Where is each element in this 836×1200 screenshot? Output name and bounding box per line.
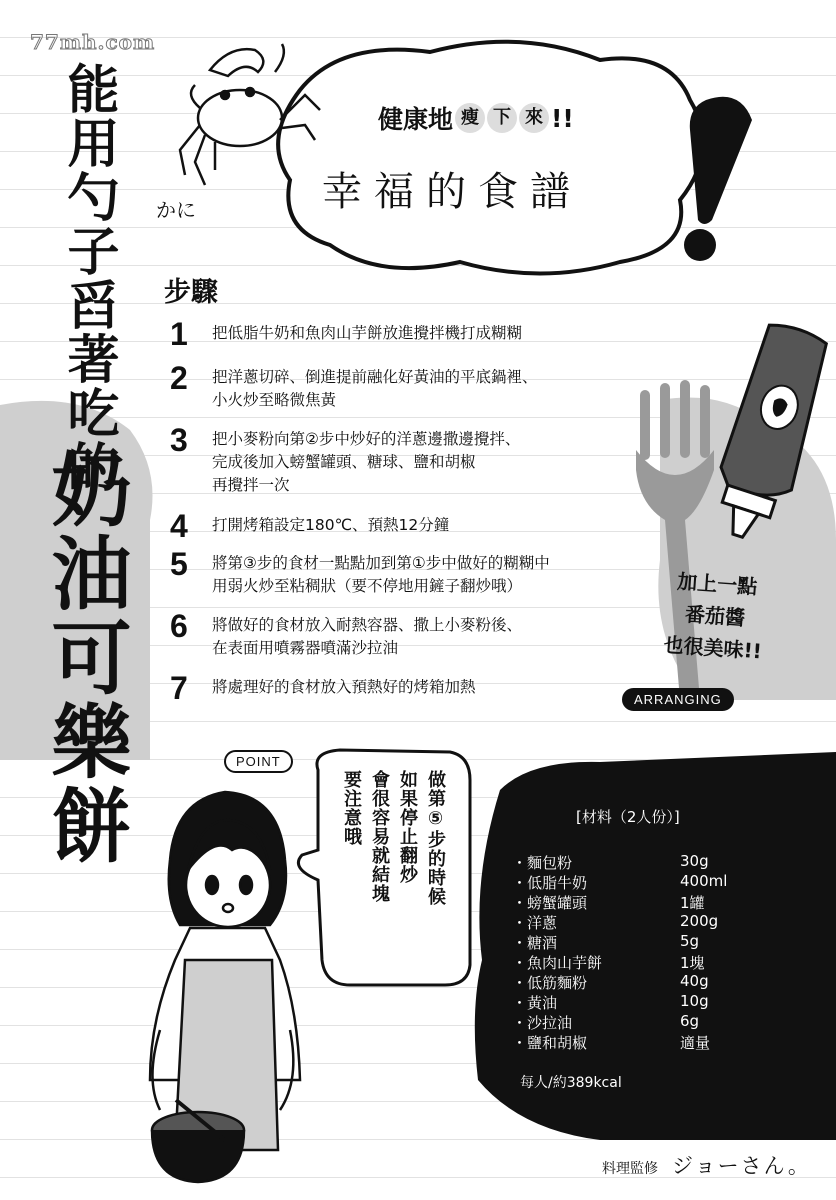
title-vertical-big: 奶油可樂餅 (38, 448, 131, 868)
material-row (512, 852, 772, 873)
step-item (170, 510, 449, 542)
material-amount: 200g (680, 912, 719, 930)
step-text: 把小麥粉向第②步中炒好的洋蔥邊撒邊攪拌、 完成後加入螃蟹罐頭、糖球、鹽和胡椒 再攪拌一次 (212, 430, 521, 494)
step-item (170, 318, 522, 350)
cloud-line-2: 幸福的食譜 (322, 169, 582, 215)
material-amount: 6g (680, 1012, 700, 1030)
point-tip-column-2: 如果停止翻炒 (397, 770, 418, 884)
material-amount: 5g (680, 932, 700, 950)
material-name: ・低筋麵粉 (512, 974, 588, 992)
material-amount: 30g (680, 852, 709, 870)
material-name: ・黃油 (512, 994, 558, 1012)
point-tip-column-4: 要注意哦 (341, 770, 362, 846)
step-text: 把低脂牛奶和魚肉山芋餅放進攪拌機打成糊糊 (212, 324, 523, 342)
cloud-dot-char-2: 下 (487, 103, 517, 133)
material-row (512, 872, 772, 893)
material-row (512, 912, 772, 933)
step-item (170, 610, 522, 660)
step-text: 將做好的食材放入耐熱容器、撒上小麥粉後、 在表面用噴霧器噴滿沙拉油 (212, 616, 523, 657)
material-amount: 1罐 (680, 894, 705, 912)
material-name: ・糖酒 (512, 934, 558, 952)
arranging-note: 加上一點 番茄醬 也很美味!! (662, 569, 763, 664)
material-name: ・魚肉山芋餅 (512, 954, 603, 972)
step-item (170, 424, 520, 497)
step-number: 3 (170, 422, 188, 458)
step-text: 將處理好的食材放入預熱好的烤箱加熱 (212, 678, 476, 696)
material-row (512, 1012, 772, 1033)
material-amount: 10g (680, 992, 709, 1010)
material-row (512, 1032, 772, 1053)
title-vertical-small: 能用勺子舀著吃的 (58, 62, 118, 494)
point-badge: POINT (224, 750, 293, 773)
supervisor-label: 料理監修 (602, 1161, 658, 1177)
material-name: ・鹽和胡椒 (512, 1034, 588, 1052)
material-name: ・螃蟹罐頭 (512, 894, 588, 912)
step-item (170, 672, 476, 704)
step-item (170, 362, 538, 412)
step-number: 6 (170, 608, 188, 644)
material-row (512, 952, 772, 973)
cloud-dot-char-3: 來 (519, 103, 549, 133)
materials-title: [材料（2人份）] (576, 808, 680, 826)
material-name: ・低脂牛奶 (512, 874, 588, 892)
step-number: 7 (170, 670, 188, 706)
cloud-line-1 (378, 100, 574, 136)
material-name: ・麵包粉 (512, 854, 573, 872)
material-amount: 400ml (680, 872, 728, 890)
title-cloud (278, 42, 703, 274)
step-number: 5 (170, 546, 188, 582)
material-name: ・洋蔥 (512, 914, 558, 932)
step-number: 1 (170, 316, 188, 352)
character-girl-illustration (150, 792, 300, 1182)
material-row (512, 892, 772, 913)
cloud-line-1-suffix: !! (551, 103, 574, 133)
crab-label: かに (156, 198, 196, 222)
supervisor-credit (602, 1150, 811, 1180)
point-tip-column-3: 會很容易就結塊 (369, 770, 390, 903)
steps-heading: 步驟 (164, 277, 218, 308)
material-amount: 適量 (680, 1034, 711, 1052)
watermark-text: 77mh.com (30, 30, 156, 54)
material-row (512, 972, 772, 993)
material-amount: 40g (680, 972, 709, 990)
step-number: 4 (170, 508, 188, 544)
arranging-badge: ARRANGING (622, 688, 734, 711)
material-row (512, 992, 772, 1013)
step-text: 打開烤箱設定180℃、預熱12分鐘 (212, 516, 450, 534)
cloud-dot-char-1: 瘦 (455, 103, 485, 133)
supervisor-name: ジョーさん。 (672, 1154, 811, 1178)
material-amount: 1塊 (680, 954, 705, 972)
step-text: 將第③步的食材一點點加到第①步中做好的糊糊中 用弱火炒至粘稠狀（要不停地用鏟子翻炒哦） (212, 554, 550, 595)
calorie-note: 每人/約389kcal (520, 1075, 622, 1091)
step-text: 把洋蔥切碎、倒進提前融化好黃油的平底鍋裡、 小火炒至略微焦黃 (212, 368, 538, 409)
point-tip-column-1: 做第⑤步的時候 (425, 770, 446, 906)
step-item (170, 548, 550, 598)
cloud-line-1-prefix: 健康地 (378, 105, 454, 134)
material-row (512, 932, 772, 953)
material-name: ・沙拉油 (512, 1014, 573, 1032)
step-number: 2 (170, 360, 188, 396)
